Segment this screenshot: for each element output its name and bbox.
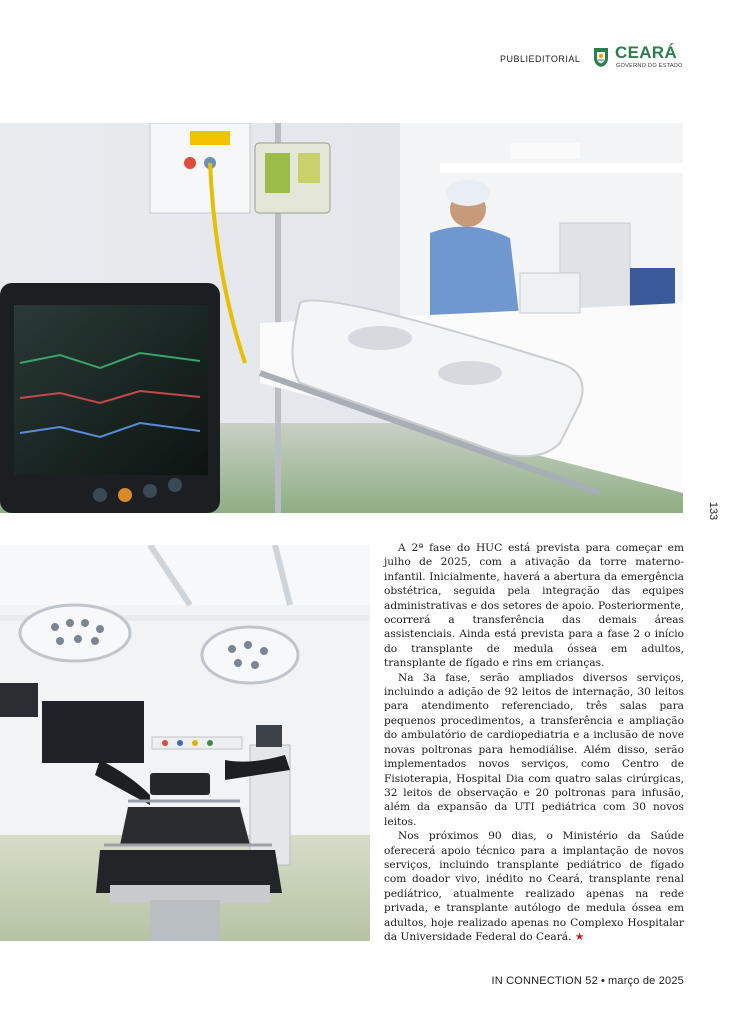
logo-subtitle: GOVERNO DO ESTADO — [616, 63, 683, 69]
end-star-icon: ★ — [574, 930, 585, 943]
operating-room-photo — [0, 545, 370, 941]
page-header — [500, 44, 690, 74]
magazine-name: IN CONNECTION 52 — [491, 975, 598, 987]
publieditorial-label: PUBLIEDITORIAL — [500, 54, 581, 64]
page-footer — [460, 975, 684, 987]
icu-photo — [0, 123, 683, 513]
page-number: 133 — [707, 501, 720, 521]
article-paragraph-2: Na 3a fase, serão ampliados diversos serviços, incluindo a adição de 92 leitos de internação, 30 leitos para atendimento referenciado, três salas para pequenos procedimentos, a transferência e ampliação do ambulatório de cardiopediatria e a inclusão de nove novas poltronas para hemodiálise. Além disso, serão implementados novos serviços, como Centro de Fisioterapia, Hospital Dia com quatro salas cirúrgicas, 32 leitos de observação e 20 poltronas para infusão, além da expansão da UTI pediátrica com 30 novos leitos. — [384, 671, 684, 828]
logo-name: CEARÁ — [615, 43, 677, 62]
article-body — [384, 541, 684, 944]
ceara-logo — [593, 44, 693, 74]
operating-room-photo-icon — [0, 545, 370, 941]
ceara-shield-icon — [593, 46, 609, 68]
issue-date: março de 2025 — [608, 975, 684, 987]
article-paragraph-3 — [384, 829, 684, 944]
article-paragraph-1: A 2ª fase do HUC está prevista para começar em julho de 2025, com a ativação da torre materno-infantil. Inicialmente, haverá a abertura da emergência obstétrica, seguida pela integração das equipes administrativas e dos setores de apoio. Posteriormente, ocorrerá a transferência das demais áreas assistenciais. Ainda está prevista para a fase 2 o início do transplante de medula óssea em adultos, transplante de fígado e rins em crianças. — [384, 542, 684, 670]
article-paragraph-3-text: Nos próximos 90 dias, o Ministério da Saúde oferecerá apoio técnico para a implantação de novos serviços, incluindo transplante pediátrico de fígado com doador vivo, inédito no Ceará, transplante renal pediátrico, atualmente realizado apenas na rede privada, e transplante autólogo de medula óssea em adultos, hoje realizado apenas no Complexo Hospitalar da Universidade Federal do Ceará. — [384, 830, 684, 943]
hospital-icu-photo-icon — [0, 123, 683, 513]
footer-separator: • — [600, 975, 606, 987]
